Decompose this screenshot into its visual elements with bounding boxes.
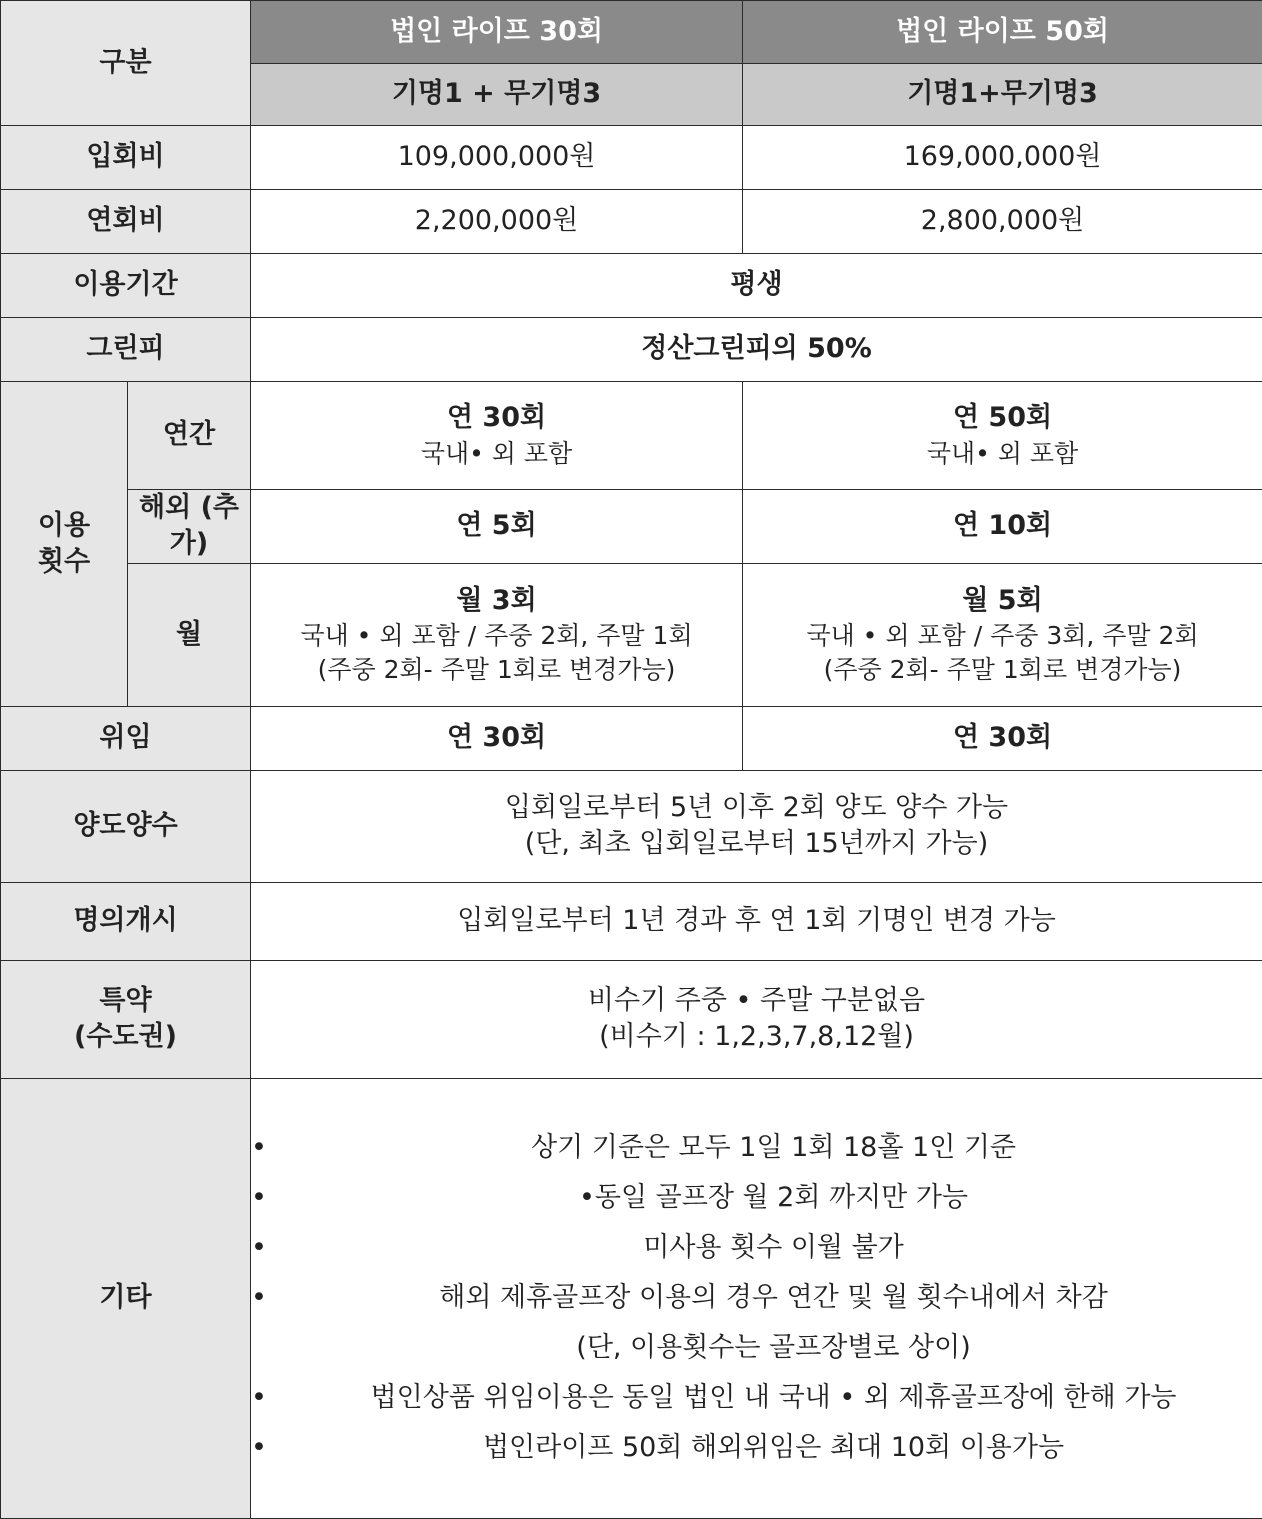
green-fee-row xyxy=(1,318,1262,382)
annual-usage-col2-sub: 국내• 외 포함 xyxy=(926,438,1079,468)
overseas-usage-col2: 연 10회 xyxy=(743,490,1262,564)
note-text: (단, 이용횟수는 골프장별로 상이) xyxy=(576,1332,971,1364)
bullet: • xyxy=(251,1232,267,1264)
special-row xyxy=(1,960,1262,1078)
annual-fee-col1: 2,200,000원 xyxy=(251,190,743,254)
transfer-row xyxy=(1,770,1262,882)
usage-label-line1: 이용 xyxy=(37,509,91,541)
note-text: 해외 제휴골프장 이용의 경우 연간 및 월 횟수내에서 차감 xyxy=(439,1282,1108,1314)
usage-label-line2: 횟수 xyxy=(37,545,91,577)
transfer-label: 양도양수 xyxy=(1,770,251,882)
usage-count-label xyxy=(1,382,128,707)
usage-annual-row xyxy=(1,382,1262,490)
list-item xyxy=(251,1373,1262,1423)
period-row xyxy=(1,254,1262,318)
period-label: 이용기간 xyxy=(1,254,251,318)
bullet: • xyxy=(251,1432,267,1464)
annual-fee-label: 연회비 xyxy=(1,190,251,254)
period-value: 평생 xyxy=(251,254,1262,318)
transfer-line2: (단, 최초 입회일로부터 15년까지 가능) xyxy=(524,828,989,860)
bullet: • xyxy=(251,1132,267,1164)
annual-usage-col2 xyxy=(743,382,1262,490)
usage-monthly-row xyxy=(1,563,1262,706)
category-header xyxy=(1,1,251,126)
delegation-row xyxy=(1,706,1262,770)
name-change-label: 명의개시 xyxy=(1,882,251,960)
annual-usage-label: 연간 xyxy=(128,382,251,490)
etc-row xyxy=(1,1078,1262,1518)
monthly-usage-col2 xyxy=(743,563,1262,706)
note-text: 법인라이프 50회 해외위임은 최대 10회 이용가능 xyxy=(482,1432,1065,1464)
overseas-usage-col1: 연 5회 xyxy=(251,490,743,564)
annual-usage-col1-sub: 국내• 외 포함 xyxy=(420,438,573,468)
annual-fee-col2: 2,800,000원 xyxy=(743,190,1262,254)
usage-overseas-row xyxy=(1,490,1262,564)
col1-title: 법인 라이프 30회 xyxy=(251,1,743,64)
transfer-value xyxy=(251,770,1262,882)
annual-usage-col1-main: 연 30회 xyxy=(446,402,547,434)
entry-fee-col1: 109,000,000원 xyxy=(251,126,743,190)
note-text: •동일 골프장 월 2회 까지만 가능 xyxy=(579,1182,969,1214)
monthly-usage-col2-line2: 국내 • 외 포함 / 주중 3회, 주말 2회 xyxy=(806,621,1199,651)
etc-label: 기타 xyxy=(1,1078,251,1518)
name-change-row xyxy=(1,882,1262,960)
green-fee-label: 그린피 xyxy=(1,318,251,382)
entry-fee-col2: 169,000,000원 xyxy=(743,126,1262,190)
bullet: • xyxy=(251,1282,267,1314)
col2-subtitle: 기명1+무기명3 xyxy=(743,64,1262,126)
monthly-usage-col1-line3: (주중 2회- 주말 1회로 변경가능) xyxy=(317,655,676,685)
note-text: 상기 기준은 모두 1일 1회 18홀 1인 기준 xyxy=(530,1132,1017,1164)
list-item xyxy=(251,1273,1262,1323)
annual-fee-row xyxy=(1,190,1262,254)
delegation-label: 위임 xyxy=(1,706,251,770)
etc-notes xyxy=(251,1078,1262,1518)
col1-subtitle: 기명1 + 무기명3 xyxy=(251,64,743,126)
special-label xyxy=(1,960,251,1078)
transfer-line1: 입회일로부터 5년 이후 2회 양도 양수 가능 xyxy=(504,791,1009,823)
note-text: 미사용 횟수 이월 불가 xyxy=(643,1232,904,1264)
special-label-line1: 특약 xyxy=(99,984,152,1016)
special-line2: (비수기 : 1,2,3,7,8,12월) xyxy=(599,1021,914,1053)
special-line1: 비수기 주중 • 주말 구분없음 xyxy=(587,984,926,1016)
monthly-usage-col1 xyxy=(251,563,743,706)
list-item xyxy=(251,1123,1262,1173)
list-item-continuation xyxy=(251,1323,1262,1373)
name-change-value: 입회일로부터 1년 경과 후 연 1회 기명인 변경 가능 xyxy=(251,882,1262,960)
delegation-col2: 연 30회 xyxy=(743,706,1262,770)
monthly-usage-col1-main: 월 3회 xyxy=(456,584,537,616)
note-text: 법인상품 위임이용은 동일 법인 내 국내 • 외 제휴골프장에 한해 가능 xyxy=(370,1382,1177,1414)
monthly-usage-col2-main: 월 5회 xyxy=(962,584,1043,616)
special-label-line2: (수도권) xyxy=(74,1021,177,1053)
col2-title: 법인 라이프 50회 xyxy=(743,1,1262,64)
annual-usage-col1 xyxy=(251,382,743,490)
monthly-usage-col1-line2: 국내 • 외 포함 / 주중 2회, 주말 1회 xyxy=(300,621,693,651)
monthly-usage-label: 월 xyxy=(128,563,251,706)
list-item xyxy=(251,1173,1262,1223)
notes-list xyxy=(251,1123,1262,1473)
delegation-col1: 연 30회 xyxy=(251,706,743,770)
entry-fee-label: 입회비 xyxy=(1,126,251,190)
list-item xyxy=(251,1223,1262,1273)
overseas-usage-label: 해외 (추가) xyxy=(128,490,251,564)
annual-usage-col2-main: 연 50회 xyxy=(952,402,1053,434)
bullet: • xyxy=(251,1182,267,1214)
special-value xyxy=(251,960,1262,1078)
list-item xyxy=(251,1423,1262,1473)
green-fee-value: 정산그린피의 50% xyxy=(251,318,1262,382)
monthly-usage-col2-line3: (주중 2회- 주말 1회로 변경가능) xyxy=(823,655,1182,685)
category-label: 구분 xyxy=(99,46,152,78)
bullet: • xyxy=(251,1382,267,1414)
entry-fee-row xyxy=(1,126,1262,190)
